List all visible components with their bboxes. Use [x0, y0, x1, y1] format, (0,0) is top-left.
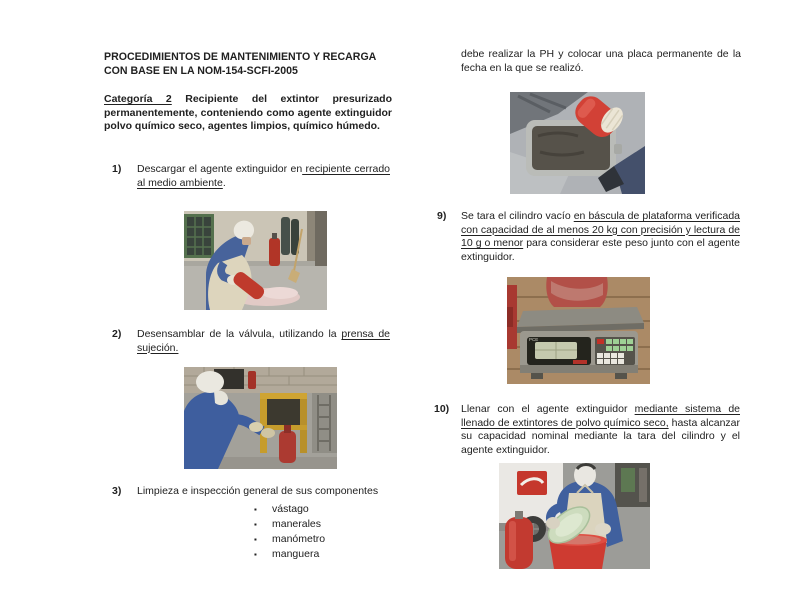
scale-brand-label: PCE [529, 337, 539, 342]
numbered-item-1 [112, 163, 390, 190]
procedure-title-line2: CON BASE EN LA NOM-154-SCFI-2005 [104, 65, 298, 77]
continuation-paragraph: debe realizar la PH y colocar una placa permanente de la fecha en la que se realizó. [461, 48, 741, 74]
bullet-marker: ▪ [254, 550, 257, 559]
numbered-item-9 [437, 210, 740, 264]
bullet-item [254, 547, 325, 562]
bullet-item [254, 502, 325, 517]
bullet-label: manerales [272, 518, 322, 530]
item-9-text [461, 210, 740, 264]
bullet-label: vástago [272, 503, 309, 515]
item-2-text [137, 328, 390, 355]
item-1-seg1: Descargar el agente extinguidor en [137, 163, 303, 175]
item-9-seg3: para considerar este peso junto con el agente extinguidor. [461, 237, 740, 263]
item-9-number: 9) [437, 210, 447, 222]
bullet-item [254, 532, 325, 547]
bullet-marker: ▪ [254, 535, 257, 544]
item-2-seg1: Desensamblar de la válvula, utilizando la [137, 328, 342, 340]
category-paragraph [104, 93, 392, 134]
item-1-text [137, 163, 390, 190]
bullet-label: manguera [272, 548, 320, 560]
category-label: Categoría 2 [104, 93, 172, 105]
components-bullet-list [254, 502, 325, 562]
numbered-item-2 [112, 328, 390, 355]
platform-scale-taring-photo [507, 277, 650, 384]
bullet-marker: ▪ [254, 505, 257, 514]
item-9-seg1: Se tara el cilindro vacío [461, 210, 574, 222]
item-10-seg1: Llenar con el agente extinguidor [461, 403, 635, 415]
agent-filling-bucket-photo [499, 463, 650, 569]
item-2-seg2: prensa de sujeción. [137, 328, 390, 354]
item-10-number: 10) [434, 403, 450, 415]
item-1-seg3: . [222, 176, 226, 189]
item-3-seg1: Limpieza e inspección general de sus componentes [137, 485, 379, 497]
category-text: Recipiente del extintor presurizado permanentemente, conteniendo como agente extinguidor polvo químico seco, agentes limpios, químico húmedo. [104, 93, 392, 132]
technician-discharging-extinguisher-photo [184, 211, 327, 310]
item-1-seg2: recipiente cerrado al medio ambiente [137, 163, 390, 189]
item-10-text [461, 403, 740, 457]
item-10-seg2: mediante sistema de llenado de extintores de polvo químico seco, [461, 403, 740, 429]
item-3-text [137, 485, 390, 499]
item-2-number: 2) [112, 328, 122, 340]
item-1-number: 1) [112, 163, 122, 175]
bullet-item [254, 517, 325, 532]
procedure-title-line1: PROCEDIMIENTOS DE MANTENIMIENTO Y RECARGA [104, 51, 377, 63]
bullet-label: manómetro [272, 533, 326, 545]
numbered-item-10 [434, 403, 740, 457]
numbered-item-3 [112, 485, 390, 499]
item-3-number: 3) [112, 485, 122, 497]
procedure-title [104, 50, 376, 78]
bullet-marker: ▪ [254, 520, 257, 529]
agent-in-closed-container-photo [510, 92, 645, 194]
valve-disassembly-press-photo [184, 367, 337, 469]
item-9-seg2: en báscula de plataforma verificada con capacidad de al menos 20 kg con precisión y lectura de 10 g o menor [461, 210, 741, 249]
item-10-seg3: hasta alcanzar su capacidad nominal mediante la tara del cilindro y el agente extinguidor. [461, 416, 740, 456]
